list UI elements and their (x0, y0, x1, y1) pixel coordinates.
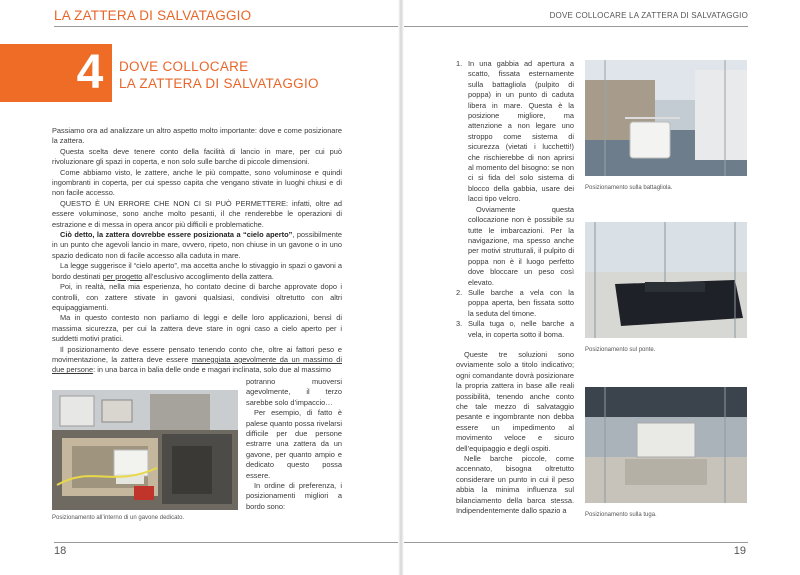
header-rule (404, 26, 748, 27)
page-number-left: 18 (54, 545, 67, 557)
paragraph: Queste tre soluzioni sono ovviamente solo a titolo indicativo; ogni comandante dovrà posizionare la propria zattera in base alle reali possibilità, tenendo anche conto che tale mezzo di salvataggio pesante e ingombrante non debba essere un impedimento al movimento veloce e sicuro dell’equipaggio e degli ospiti. (456, 349, 574, 453)
list-number: 1. (456, 59, 463, 68)
list-item: 1. In una gabbia ad apertura a scatto, fissata esternamente sulla battagliola (pulpito di poppa) in un punto di caduta libera in mare. Questa è la posizione migliore, ma attenzione a non legare uno stroppo come sistema di sicurezza (vietati i lucchetti!) che rischierebbe di non aprirsi al momento del bisogno: se non ci si fida del solo sistema di blocco della gabbia, usare dei lacci tipo velcro. Ovviamente questa collocazione non è possibile su tutte le imbarcazioni. Per la navigazione, ma spesso anche per motivi strutturali, il pulpito di poppa non è il luogo perfetto dove bloccare un peso così elevato. (456, 59, 574, 287)
chapter-title-line-2: LA ZATTERA DI SALVATAGGIO (119, 76, 319, 91)
paragraph: Ciò detto, la zattera dovrebbe essere posizionata a “cielo aperto”, possibilmente in un punto che agevoli lancio in mare, ovvero, ripeto, non chiuse in un gavone o in uno spazio dedicato non di facile accesso alla caduta in mare. (52, 230, 343, 260)
paragraph: Nelle barche piccole, come accennato, bisogna oltretutto considerare un punto in cui il peso abbia la minima influenza sul bilanciamento della barca stessa. Indipendentemente dallo spazio a (456, 454, 574, 516)
photo-deck (585, 222, 747, 338)
left-page-body (52, 126, 342, 376)
photo-caption: Posizionamento sulla tuga. (585, 512, 657, 518)
photo-coachroof-image (585, 387, 747, 503)
footer-rule (404, 542, 748, 543)
paragraph: Poi, in realtà, nella mia esperienza, ho contato decine di barche approvate dopo i controlli, con zattere stivate in gavoni qualsiasi, condivisi oltretutto con altri equipaggiamenti. (52, 282, 342, 312)
photo-railing-image (585, 60, 747, 176)
page-number-right: 19 (733, 545, 746, 557)
paragraph: Il posizionamento deve essere pensato tenendo conto che, oltre ai fattori peso e movimentazione, la zattera deve essere maneggiata agevolmente da un massimo di due persone: in una barca in balia delle onde e magari inclinata, solo due al massimo (52, 344, 342, 375)
paragraph: La legge suggerisce il “cielo aperto”, ma accetta anche lo stivaggio in spazi o gavoni a bordo destinati per progetto all’esclusivo accoglimento della zattera. (52, 261, 342, 281)
paragraph: In ordine di preferenza, i posizionamenti migliori a bordo sono: (246, 481, 342, 511)
paragraph: Ovviamente questa collocazione non è possibile su tutte le imbarcazioni. Per la navigazione, ma spesso anche per motivi strutturali, il pulpito di poppa non è il luogo perfetto dove bloccare un peso così elevato. (468, 204, 574, 287)
list-number: 2. (456, 287, 463, 297)
left-page-body-continued (246, 377, 342, 512)
right-page-body (456, 59, 574, 516)
paragraph: Per esempio, di fatto è palese quanto possa rivelarsi difficile per due persone estrarre una zattera da un gavone, per quanto ampio e dedicato questo possa essere. (246, 408, 342, 480)
photo-railing (585, 60, 747, 176)
book-gutter (398, 0, 404, 575)
photo-caption: Posizionamento sulla battagliola. (585, 185, 673, 191)
closing-text (456, 350, 574, 517)
paragraph: QUESTO È UN ERRORE CHE NON CI SI PUÒ PERMETTERE: infatti, oltre ad essere voluminose, sono anche molto pesanti, il che renderebbe le operazioni di estrazione e di messa in opera ancor più difficili e problematiche. (52, 198, 342, 229)
paragraph: Ma in questo contesto non parliamo di leggi e delle loro applicazioni, bensì di massima sicurezza, per cui la zattera deve stare in ogni caso a cielo aperto per i suddetti motivi pratici. (52, 313, 342, 344)
bold-statement: Ciò detto, la zattera dovrebbe essere posizionata a “cielo aperto” (60, 230, 293, 240)
chapter-number: 4 (76, 46, 104, 99)
footer-rule (54, 542, 398, 543)
list-item: 2. Sulle barche a vela con la poppa aperta, ben fissata sotto la seduta del timone. (456, 287, 574, 318)
underlined-text: per progetto (102, 271, 143, 281)
placement-list (456, 59, 574, 340)
right-running-head: DOVE COLLOCARE LA ZATTERA DI SALVATAGGIO (549, 11, 748, 20)
photo-caption: Posizionamento all’interno di un gavone dedicato. (52, 515, 185, 521)
paragraph: Passiamo ora ad analizzare un altro aspetto molto importante: dove e come posizionare la zattera. (52, 126, 342, 146)
underlined-text: maneggiata agevolmente da un massimo di due persone (52, 354, 342, 375)
chapter-title (119, 58, 319, 92)
left-running-head: LA ZATTERA DI SALVATAGGIO (54, 8, 252, 23)
photo-coachroof (585, 387, 747, 503)
paragraph: Questa scelta deve tenere conto della facilità di lancio in mare, per cui può rivoluzionare gli spazi in coperta, e non solo sulle barche di piccole dimensioni. (52, 146, 342, 167)
paragraph: Come abbiamo visto, le zattere, anche le più compatte, sono voluminose e quindi ingombranti in coperta, per cui spesso capita che vengano stivate in luoghi chiusi e di non facile accesso. (52, 167, 342, 198)
list-item: 3. Sulla tuga o, nelle barche a vela, in coperta sotto il boma. (456, 319, 574, 339)
photo-locker-image (52, 390, 238, 510)
header-rule (54, 26, 398, 27)
paragraph: potranno muoversi agevolmente, il terzo sarebbe solo d’impaccio… (246, 377, 342, 407)
photo-locker (52, 390, 238, 510)
chapter-title-line-1: DOVE COLLOCARE (119, 59, 249, 74)
list-number: 3. (456, 319, 463, 329)
photo-caption: Posizionamento sul ponte. (585, 347, 656, 353)
photo-deck-image (585, 222, 747, 338)
